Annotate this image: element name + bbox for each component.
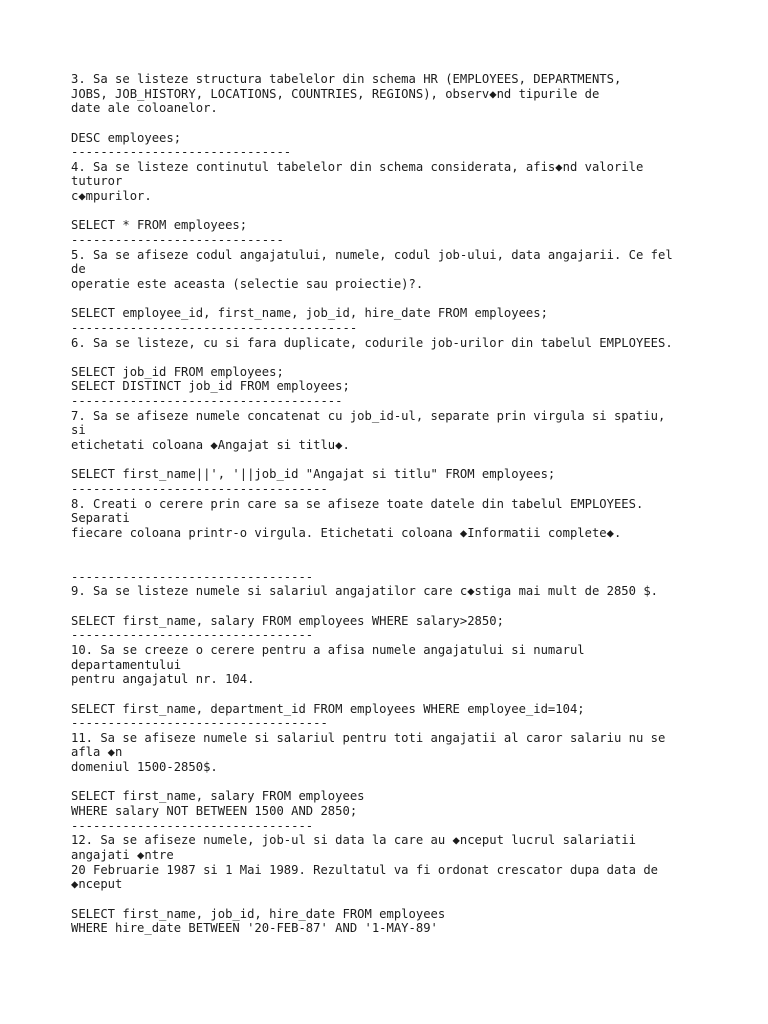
text-line: de [71, 262, 86, 277]
text-line: date ale coloanelor. [71, 101, 218, 116]
blank-line [71, 555, 711, 570]
text-line: DESC employees; [71, 130, 182, 145]
text-line: fiecare coloana printr-o virgula. Etichetati coloana ◆Informatii complete◆. [71, 525, 622, 540]
blank-line [71, 599, 711, 614]
text-line: ------------------------------------- [71, 394, 343, 409]
text-line: 20 Februarie 1987 si 1 Mai 1989. Rezultatul va fi ordonat crescator dupa data de [71, 862, 658, 877]
text-line: SELECT job_id FROM employees; [71, 364, 284, 379]
text-line: pentru angajatul nr. 104. [71, 672, 255, 687]
text-line: --------------------------------------- [71, 320, 358, 335]
text-line: ◆nceput [71, 877, 123, 892]
text-line: SELECT first_name, job_id, hire_date FROM employees [71, 906, 446, 921]
text-line: --------------------------------- [71, 628, 314, 643]
text-line: SELECT first_name, salary FROM employees [71, 789, 365, 804]
text-line: SELECT employee_id, first_name, job_id, hire_date FROM employees; [71, 306, 548, 321]
text-line: --------------------------------- [71, 569, 314, 584]
blank-line [71, 453, 711, 468]
text-line: 6. Sa se listeze, cu si fara duplicate, codurile job-urilor din tabelul EMPLOYEES. [71, 335, 673, 350]
text-line: angajati ◆ntre [71, 847, 174, 862]
text-line: ------------------------------ [71, 145, 292, 160]
text-line: ----------------------------------- [71, 716, 328, 731]
text-line: SELECT first_name, department_id FROM employees WHERE employee_id=104; [71, 701, 585, 716]
text-line: SELECT DISTINCT job_id FROM employees; [71, 379, 350, 394]
text-line: 12. Sa se afiseze numele, job-ul si data la care au ◆nceput lucrul salariatii [71, 833, 636, 848]
blank-line [71, 775, 711, 790]
blank-line [71, 687, 711, 702]
text-line: --------------------------------- [71, 818, 314, 833]
text-line: 8. Creati o cerere prin care sa se afiseze toate datele din tabelul EMPLOYEES. [71, 496, 644, 511]
text-line: si [71, 423, 86, 438]
text-line: etichetati coloana ◆Angajat si titlu◆. [71, 438, 350, 453]
text-line: departamentului [71, 657, 182, 672]
blank-line [71, 204, 711, 219]
text-line: 3. Sa se listeze structura tabelelor din schema HR (EMPLOYEES, DEPARTMENTS, [71, 72, 622, 86]
text-line: ----------------------------------- [71, 481, 328, 496]
blank-line [71, 116, 711, 131]
text-line: 11. Sa se afiseze numele si salariul pentru toti angajatii al caror salariu nu se [71, 730, 666, 745]
text-line: WHERE salary NOT BETWEEN 1500 AND 2850; [71, 804, 358, 819]
text-line: JOBS, JOB_HISTORY, LOCATIONS, COUNTRIES, REGIONS), observ◆nd tipurile de [71, 86, 600, 101]
text-line: operatie este aceasta (selectie sau proiectie)?. [71, 276, 424, 291]
text-line: c◆mpurilor. [71, 189, 152, 204]
text-line: SELECT first_name, salary FROM employees WHERE salary>2850; [71, 613, 504, 628]
text-line: 5. Sa se afiseze codul angajatului, numele, codul job-ului, data angajarii. Ce fel [71, 247, 673, 262]
text-line: 4. Sa se listeze continutul tabelelor din schema considerata, afis◆nd valorile [71, 159, 644, 174]
text-line: tuturor [71, 174, 123, 189]
text-line: WHERE hire_date BETWEEN '20-FEB-87' AND '1-MAY-89' [71, 921, 438, 936]
blank-line [71, 292, 711, 307]
text-line: ----------------------------- [71, 233, 284, 248]
text-line: 7. Sa se afiseze numele concatenat cu job_id-ul, separate prin virgula si spatiu, [71, 408, 666, 423]
blank-line [71, 541, 711, 556]
blank-line [71, 892, 711, 907]
document-text [71, 72, 711, 936]
text-line: 9. Sa se listeze numele si salariul angajatilor care c◆stiga mai mult de 2850 $. [71, 584, 658, 599]
text-line: SELECT * FROM employees; [71, 218, 248, 233]
text-line: 10. Sa se creeze o cerere pentru a afisa numele angajatului si numarul [71, 642, 585, 657]
text-line: Separati [71, 511, 130, 526]
text-line: afla ◆n [71, 745, 123, 760]
blank-line [71, 350, 711, 365]
text-line: SELECT first_name||', '||job_id "Angajat si titlu" FROM employees; [71, 467, 556, 482]
text-line: domeniul 1500-2850$. [71, 760, 218, 775]
